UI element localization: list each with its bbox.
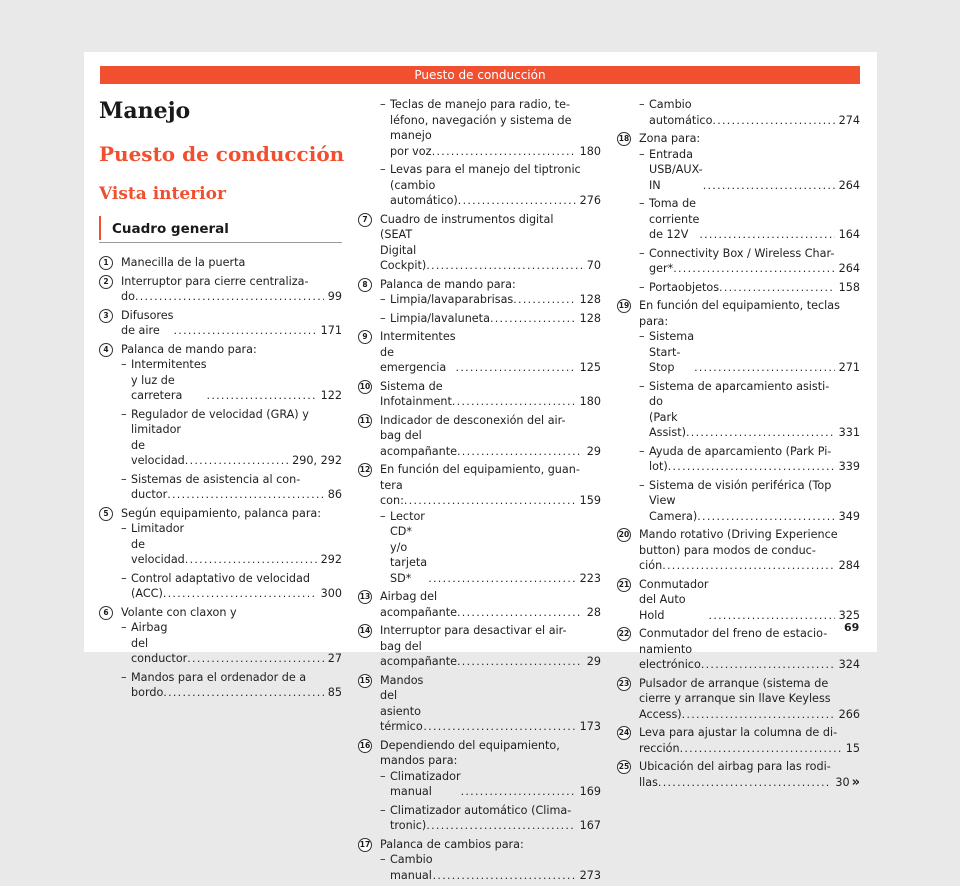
entry-text: – Sistema de visión periférica (Top [649, 478, 832, 492]
toc-line [649, 196, 860, 243]
entry-text: do (Park Assist) [649, 395, 686, 439]
entry-text: Sistema de Infotainment [380, 379, 452, 408]
dot-leader [185, 552, 317, 568]
toc-line [639, 707, 860, 723]
page-ref: 292 [320, 553, 342, 566]
toc-line [380, 639, 601, 670]
entry-text: – Teclas de manejo para radio, te- [390, 98, 570, 111]
sub-entry [639, 147, 860, 194]
toc-entry [617, 577, 860, 624]
dot-leader [404, 493, 576, 509]
entry-text: (cambio automático) [390, 178, 458, 207]
sub-entry [380, 803, 601, 834]
dot-leader [694, 360, 835, 376]
page-ref: 180 [579, 395, 601, 408]
entry-text: namiento electrónico [639, 642, 701, 671]
sub-entry [121, 670, 342, 701]
dot-leader [699, 227, 834, 243]
entry-text: mandos para: [380, 754, 458, 767]
sub-entry [639, 379, 860, 441]
dot-leader [185, 453, 288, 469]
dot-leader [457, 654, 583, 670]
entry-text: rección [639, 741, 680, 755]
page-ref: 325 [838, 608, 860, 622]
toc-entry [99, 308, 342, 339]
dot-leader [167, 487, 324, 503]
entry-text: do [121, 290, 135, 303]
toc-line [121, 289, 342, 305]
entry-text: En función del equipamiento, teclas [639, 299, 840, 312]
entry-text: – Climatizador manual [390, 769, 461, 798]
dot-leader [682, 707, 835, 723]
callout-number-badge: 22 [617, 627, 631, 641]
callout-number-badge: 5 [99, 507, 113, 521]
toc-line [649, 459, 860, 475]
entry-text: Zona para: [639, 132, 701, 145]
page-ref: 86 [327, 488, 342, 501]
page-ref: 159 [579, 494, 601, 507]
entry-text: – Lector CD* y/o tarjeta SD* [390, 509, 428, 585]
toc-line [121, 308, 342, 339]
entry-text: – Climatizador automático (Clima- [390, 803, 572, 817]
entry-text: léfono, navegación y sistema de [390, 113, 572, 127]
dot-leader [163, 586, 317, 602]
toc-entry [358, 738, 601, 834]
page-ref: 173 [579, 720, 601, 733]
entry-text: – Cambio manual [390, 853, 433, 882]
entry-text: llas [639, 775, 658, 789]
dot-leader [423, 719, 575, 735]
page-ref: 273 [579, 868, 601, 882]
entry-text: – Cambio automático [649, 98, 713, 127]
toc-entry [358, 837, 601, 884]
entry-text: – Regulador de velocidad (GRA) y [131, 407, 309, 421]
callout-number-badge: 19 [617, 299, 631, 313]
toc-line [639, 775, 860, 791]
entry-text: Mando rotativo (Driving Experience [639, 528, 838, 541]
callout-number-badge: 13 [358, 590, 372, 604]
sub-entry [639, 196, 860, 243]
entry-text: ductor [131, 488, 168, 501]
entry-text: – Portaobjetos [649, 280, 720, 294]
entry-text: – Sistema Start-Stop [649, 330, 695, 374]
callout-number-badge: 12 [358, 463, 372, 477]
dot-leader [174, 323, 317, 339]
entry-text: para: [639, 314, 669, 328]
entry-text: Interruptor para cierre centraliza- [121, 274, 309, 288]
toc-line [131, 586, 342, 602]
toc-entry [358, 623, 601, 670]
toc-entry [358, 212, 601, 274]
page-ref: 128 [579, 293, 601, 306]
page-number: 69 [844, 621, 860, 634]
callout-number-badge: 8 [358, 278, 372, 292]
sub-entry [639, 280, 860, 296]
section-header-band: Puesto de conducción [100, 66, 860, 84]
dot-leader [433, 868, 576, 884]
page-ref: 28 [586, 605, 601, 619]
entry-text: – Levas para el manejo del tiptronic [390, 163, 581, 176]
callout-number-badge: 3 [99, 309, 113, 323]
entry-text: – Mandos para el ordenador de a [131, 670, 307, 684]
toc-line [639, 642, 860, 673]
page-ref: 264 [838, 178, 860, 192]
entry-text: Palanca de mando para: [121, 342, 257, 356]
dot-leader [163, 685, 323, 701]
dot-leader [513, 292, 575, 308]
page-ref: 30 » [835, 774, 860, 790]
sub-entry [380, 509, 601, 587]
toc-entry [617, 298, 860, 524]
toc-line [390, 128, 601, 159]
dot-leader [457, 444, 583, 460]
toc-line [380, 227, 601, 274]
chapter-title: Manejo [99, 98, 191, 124]
sub-entry [639, 478, 860, 525]
toc-line [390, 852, 601, 883]
entry-text: Conmutador del Auto Hold [639, 577, 709, 622]
page-ref: 164 [838, 228, 860, 241]
sub-entry [380, 292, 601, 308]
sub-entry [358, 97, 601, 159]
toc-line [649, 394, 860, 441]
section-title: Puesto de conducción [99, 142, 345, 166]
entry-text: Palanca de cambios para: [380, 837, 524, 851]
toc-entry [99, 342, 342, 503]
entry-text: – Airbag del conductor [131, 621, 188, 665]
continued-entry [358, 162, 601, 209]
callout-number-badge: 17 [358, 838, 372, 852]
page-ref: 271 [838, 361, 860, 374]
entry-text: ción [639, 559, 663, 572]
entry-text: tera con: [380, 478, 404, 507]
page-ref: 339 [838, 460, 860, 473]
column-1 [99, 255, 342, 704]
dot-leader [680, 741, 842, 757]
entry-text: – Entrada USB/AUX-IN [649, 147, 703, 192]
page-ref: 29 [586, 655, 601, 668]
entry-text: – Ayuda de aparcamiento (Park Pi- [649, 444, 832, 458]
subsection-title: Vista interior [99, 184, 226, 204]
dot-leader [697, 509, 834, 525]
page-ref: 331 [838, 426, 860, 439]
page-ref: 264 [838, 262, 860, 275]
toc-line [649, 280, 860, 296]
entry-text: Palanca de mando para: [380, 277, 516, 291]
sub-entry [121, 407, 342, 469]
page-ref: 70 [586, 259, 601, 272]
column-3 [617, 97, 860, 793]
entry-text: bordo [131, 686, 164, 699]
sub-entry [380, 769, 601, 800]
entry-text: – Connectivity Box / Wireless Char- [649, 246, 835, 260]
page-ref: 158 [838, 280, 860, 294]
toc-entry [358, 413, 601, 460]
subheading-rule [99, 242, 342, 243]
toc-line [380, 589, 601, 620]
toc-line [131, 487, 342, 503]
dot-leader [452, 394, 576, 410]
dot-leader [658, 775, 831, 791]
page-ref: 180 [579, 144, 601, 158]
callout-number-badge: 25 [617, 760, 631, 774]
dot-leader [703, 178, 835, 194]
sub-entry [121, 571, 342, 602]
entry-text: ger* [649, 262, 674, 275]
toc-line [131, 357, 342, 404]
toc-line [649, 329, 860, 376]
toc-entry [99, 506, 342, 602]
entry-text: Leva para ajustar la columna de di- [639, 726, 838, 739]
dot-leader [458, 193, 576, 209]
dot-leader [207, 388, 317, 404]
entry-text: Indicador de desconexión del air- [380, 413, 566, 427]
page-ref: 171 [320, 324, 342, 337]
dot-leader [461, 784, 576, 800]
toc-line [131, 521, 342, 568]
dot-leader [426, 258, 583, 274]
callout-number-badge: 2 [99, 275, 113, 289]
entry-text: (ACC) [131, 587, 163, 600]
sub-entry [639, 444, 860, 475]
callout-number-badge: 11 [358, 414, 372, 428]
page-ref: 169 [579, 785, 601, 798]
entry-text: Según equipamiento, palanca para: [121, 506, 322, 520]
callout-number-badge: 21 [617, 578, 631, 592]
toc-entry [99, 605, 342, 701]
sub-entry [617, 97, 860, 128]
callout-number-badge: 4 [99, 343, 113, 357]
callout-number-badge: 10 [358, 380, 372, 394]
subheading-accent-bar [99, 216, 101, 240]
entry-text: – Limitador de velocidad [131, 522, 185, 566]
toc-line [649, 97, 860, 128]
entry-text: Volante con claxon y [121, 605, 237, 619]
entry-text: Airbag del acompañante [380, 590, 458, 619]
callout-number-badge: 16 [358, 739, 372, 753]
toc-line [131, 685, 342, 701]
entry-text: Conmutador del freno de estacio- [639, 627, 828, 640]
page-ref: 122 [320, 389, 342, 402]
entry-text: – Sistemas de asistencia al con- [131, 472, 301, 486]
toc-entry [99, 255, 342, 271]
page-ref: 85 [327, 686, 342, 699]
dot-leader [432, 144, 576, 160]
dot-leader [662, 558, 834, 574]
toc-line [649, 493, 860, 524]
entry-text: bag del acompañante [380, 639, 458, 668]
toc-entry [617, 131, 860, 295]
entry-text: button) para modos de conduc- [639, 543, 816, 557]
page-ref: 300 [320, 587, 342, 600]
dot-leader [673, 261, 834, 277]
continue-marker: » [851, 774, 860, 790]
toc-line [380, 329, 601, 376]
page-ref: 27 [327, 652, 342, 665]
sub-entry [380, 311, 601, 327]
dot-leader [686, 425, 835, 441]
entry-text: Pulsador de arranque (sistema de [639, 676, 829, 690]
entry-text: – Control adaptativo de velocidad [131, 571, 310, 585]
entry-text: Dependiendo del equipamiento, [380, 738, 560, 752]
dot-leader [456, 360, 576, 376]
sub-entry [121, 620, 342, 667]
entry-text: – Limpia/lavaparabrisas [390, 293, 514, 306]
toc-line [390, 509, 601, 587]
entry-text: Interruptor para desactivar el air- [380, 624, 567, 637]
toc-line [390, 769, 601, 800]
entry-text: – Sistema de aparcamiento asisti- [649, 379, 830, 393]
dot-leader [187, 651, 323, 667]
page-ref: 223 [579, 571, 601, 585]
subheading: Cuadro general [112, 221, 229, 237]
page-ref: 266 [838, 707, 860, 721]
page-ref: 290, 292 [292, 454, 342, 467]
toc-entry [617, 725, 860, 756]
toc-entry [358, 277, 601, 327]
callout-number-badge: 24 [617, 726, 631, 740]
entry-text: (SEAT Digital Cockpit) [380, 228, 427, 272]
callout-number-badge: 15 [358, 674, 372, 688]
toc-line [380, 673, 601, 735]
toc-entry [358, 589, 601, 620]
toc-line [390, 311, 601, 327]
dot-leader [709, 608, 835, 624]
toc-entry [358, 673, 601, 735]
page-ref: 29 [586, 444, 601, 458]
toc-line [390, 178, 601, 209]
sub-entry [121, 357, 342, 404]
sub-entry [121, 521, 342, 568]
sub-entry [380, 852, 601, 883]
page-ref: 324 [838, 658, 860, 671]
toc-line [639, 558, 860, 574]
callout-number-badge: 1 [99, 256, 113, 270]
dot-leader [701, 657, 835, 673]
dot-leader [428, 571, 575, 587]
callout-number-badge: 6 [99, 606, 113, 620]
entry-text: View Camera) [649, 494, 698, 523]
toc-entry [617, 626, 860, 673]
toc-line [380, 379, 601, 410]
page-ref: 276 [579, 194, 601, 207]
dot-leader [712, 113, 834, 129]
continued-entry [617, 97, 860, 128]
page-ref: 167 [579, 819, 601, 832]
entry-text: Intermitentes de emergencia [380, 330, 456, 374]
entry-text: lot) [649, 460, 668, 473]
toc-line [639, 577, 860, 624]
page-ref: 274 [838, 113, 860, 127]
dot-leader [490, 311, 576, 327]
page-ref: 99 [327, 290, 342, 303]
entry-text: Cuadro de instrumentos digital [380, 212, 554, 226]
column-2 [358, 97, 601, 886]
entry-text: – Limpia/lavaluneta [390, 311, 490, 325]
callout-number-badge: 23 [617, 677, 631, 691]
toc-entry [617, 676, 860, 723]
toc-entry [617, 759, 860, 790]
toc-entry [99, 274, 342, 305]
dot-leader [719, 280, 835, 296]
entry-text: Manecilla de la puerta [121, 256, 246, 269]
toc-line [380, 428, 601, 459]
entry-text: Ubicación del airbag para las rodi- [639, 760, 831, 773]
toc-line [131, 422, 342, 469]
sub-entry [358, 162, 601, 209]
toc-line [639, 741, 860, 757]
dot-leader [426, 818, 575, 834]
page-ref: 125 [579, 361, 601, 374]
callout-number-badge: 14 [358, 624, 372, 638]
entry-text: Mandos del asiento térmico [380, 673, 424, 733]
sub-entry [639, 329, 860, 376]
entry-text: bag del acompañante [380, 429, 458, 458]
entry-text: tronic) [390, 819, 427, 832]
dot-leader [135, 289, 324, 305]
sub-entry [639, 246, 860, 277]
callout-number-badge: 9 [358, 330, 372, 344]
dot-leader [668, 459, 835, 475]
callout-number-badge: 18 [617, 132, 631, 146]
sub-entry [121, 472, 342, 503]
page-ref: 349 [838, 509, 860, 523]
toc-line [649, 261, 860, 277]
entry-text: limitador de velocidad [131, 423, 185, 467]
entry-text: En función del equipamiento, guan- [380, 463, 580, 476]
toc-line [380, 478, 601, 509]
entry-text: – Intermitentes y luz de carretera [131, 358, 207, 402]
entry-text: – Toma de corriente de 12V [649, 197, 700, 241]
entry-text: Difusores de aire [121, 308, 174, 337]
toc-entry [358, 462, 601, 586]
entry-text: Access) [639, 707, 682, 721]
toc-line [131, 620, 342, 667]
callout-number-badge: 7 [358, 213, 372, 227]
toc-line [649, 147, 860, 194]
dot-leader [457, 605, 583, 621]
page-ref: 128 [579, 311, 601, 325]
page-ref: 15 [845, 741, 860, 755]
callout-number-badge: 20 [617, 528, 631, 542]
entry-text: manejo por voz [390, 129, 432, 158]
toc-line [390, 292, 601, 308]
continued-entry [358, 97, 601, 159]
toc-line [390, 818, 601, 834]
toc-entry [358, 329, 601, 376]
page-ref: 284 [838, 559, 860, 572]
toc-entry [617, 527, 860, 574]
entry-text: cierre y arranque sin llave Keyless [639, 692, 831, 705]
toc-entry [358, 379, 601, 410]
